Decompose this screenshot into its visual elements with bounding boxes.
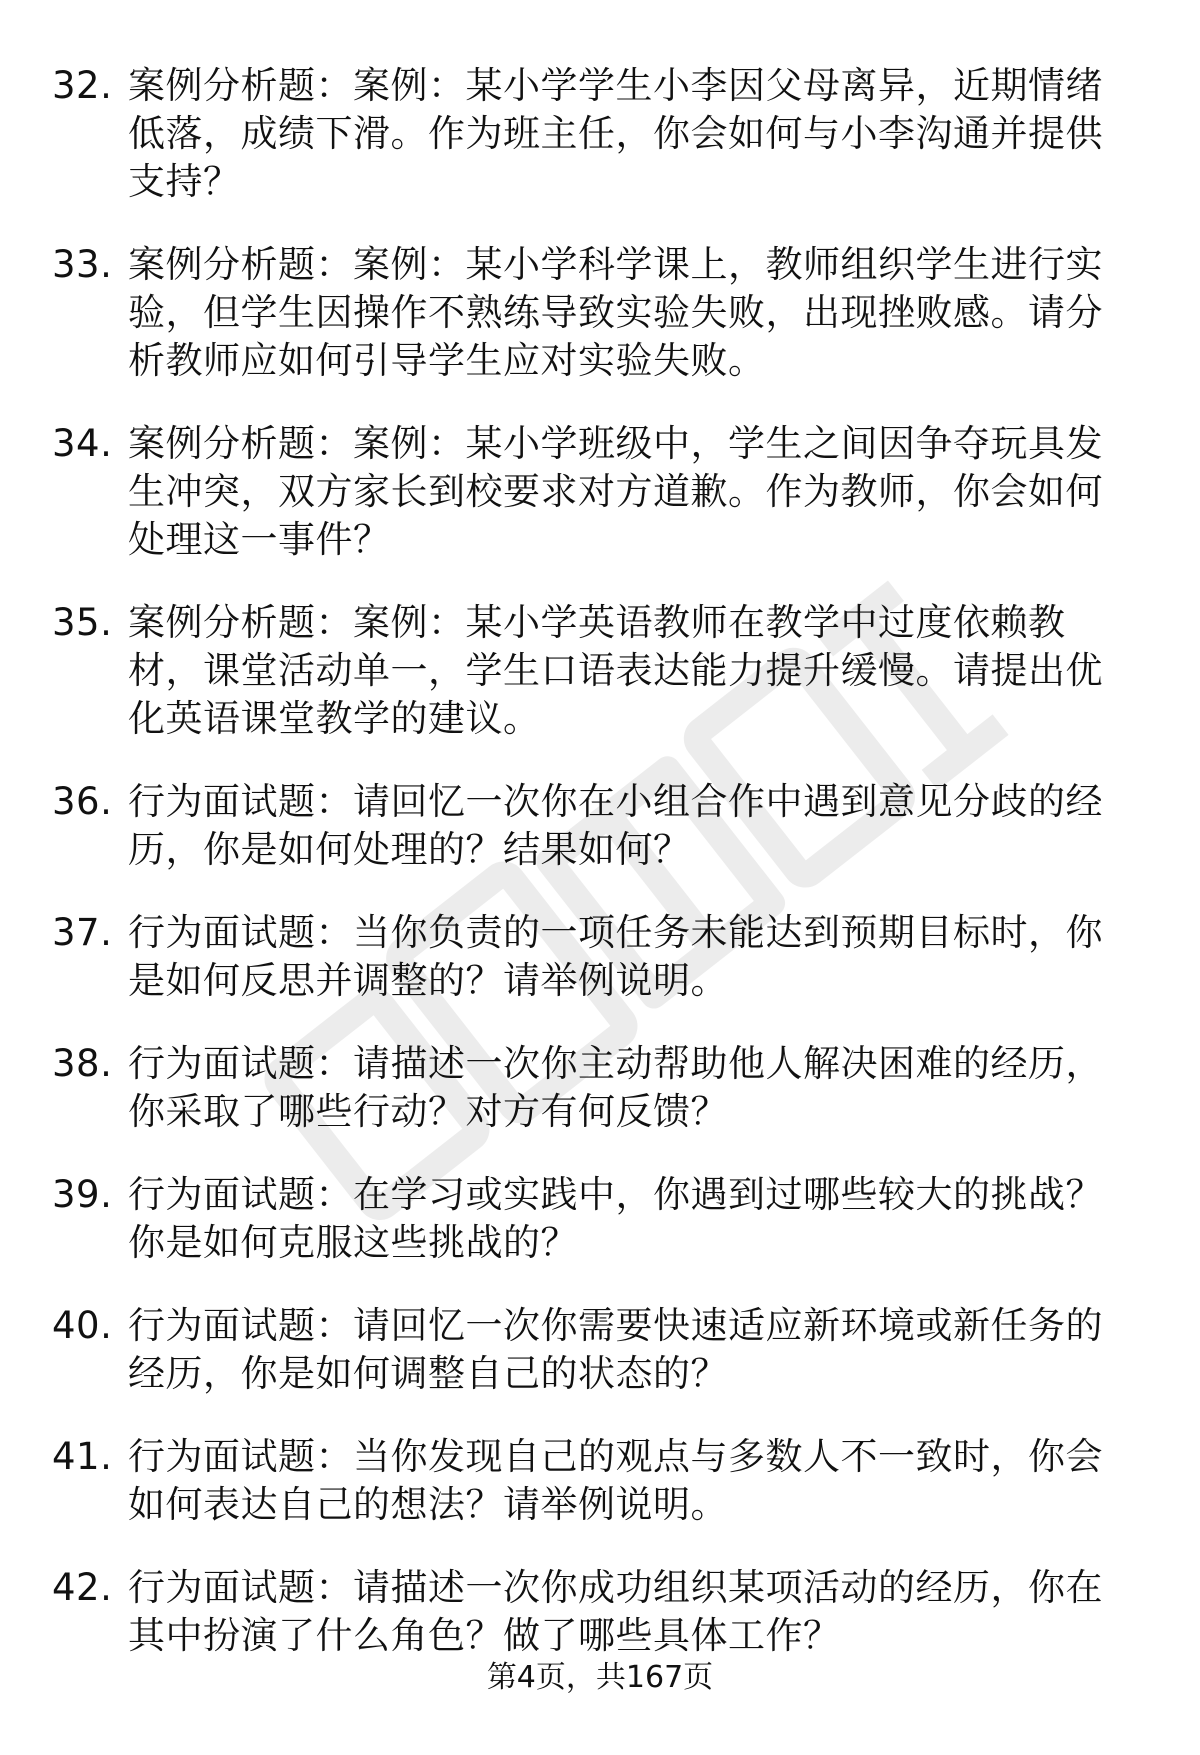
question-item (0, 1040, 1200, 1136)
question-number: 37. (52, 911, 113, 954)
question-number: 34. (52, 422, 113, 465)
question-item (0, 62, 1200, 206)
question-text: 行为面试题：请描述一次你主动帮助他人解决困难的经历，你采取了哪些行动？对方有何反馈？ (128, 1042, 1103, 1133)
question-item (0, 1302, 1200, 1398)
question-number: 33. (52, 243, 113, 286)
question-text: 行为面试题：请回忆一次你需要快速适应新环境或新任务的经历，你是如何调整自己的状态的？ (128, 1304, 1103, 1395)
question-number: 32. (52, 64, 113, 107)
question-text: 行为面试题：当你发现自己的观点与多数人不一致时，你会如何表达自己的想法？请举例说明。 (128, 1435, 1103, 1526)
question-number: 42. (52, 1566, 113, 1609)
question-item (0, 909, 1200, 1005)
question-text: 行为面试题：请回忆一次你在小组合作中遇到意见分歧的经历，你是如何处理的？结果如何？ (128, 780, 1103, 871)
question-number: 40. (52, 1304, 113, 1347)
question-item (0, 420, 1200, 564)
question-number: 36. (52, 780, 113, 823)
question-item (0, 1564, 1200, 1660)
question-item (0, 599, 1200, 743)
question-item (0, 1171, 1200, 1267)
question-item (0, 1433, 1200, 1529)
question-text: 案例分析题：案例：某小学班级中，学生之间因争夺玩具发生冲突，双方家长到校要求对方道歉。作为教师，你会如何处理这一事件？ (128, 422, 1103, 561)
question-item (0, 778, 1200, 874)
question-text: 行为面试题：在学习或实践中，你遇到过哪些较大的挑战？你是如何克服这些挑战的？ (128, 1173, 1103, 1264)
question-number: 41. (52, 1435, 113, 1478)
page-footer: 第4页，共167页 (486, 1660, 714, 1695)
question-text: 案例分析题：案例：某小学科学课上，教师组织学生进行实验，但学生因操作不熟练导致实验失败，出现挫败感。请分析教师应如何引导学生应对实验失败。 (128, 243, 1103, 382)
question-text: 案例分析题：案例：某小学学生小李因父母离异，近期情绪低落，成绩下滑。作为班主任，你会如何与小李沟通并提供支持？ (128, 64, 1103, 203)
question-text: 行为面试题：当你负责的一项任务未能达到预期目标时，你是如何反思并调整的？请举例说明。 (128, 911, 1103, 1002)
question-text: 案例分析题：案例：某小学英语教师在教学中过度依赖教材，课堂活动单一，学生口语表达能力提升缓慢。请提出优化英语课堂教学的建议。 (128, 601, 1103, 740)
question-number: 39. (52, 1173, 113, 1216)
question-number: 38. (52, 1042, 113, 1085)
question-item (0, 241, 1200, 385)
question-number: 35. (52, 601, 113, 644)
question-list (0, 62, 1200, 1695)
question-text: 行为面试题：请描述一次你成功组织某项活动的经历，你在其中扮演了什么角色？做了哪些具体工作？ (128, 1566, 1103, 1657)
